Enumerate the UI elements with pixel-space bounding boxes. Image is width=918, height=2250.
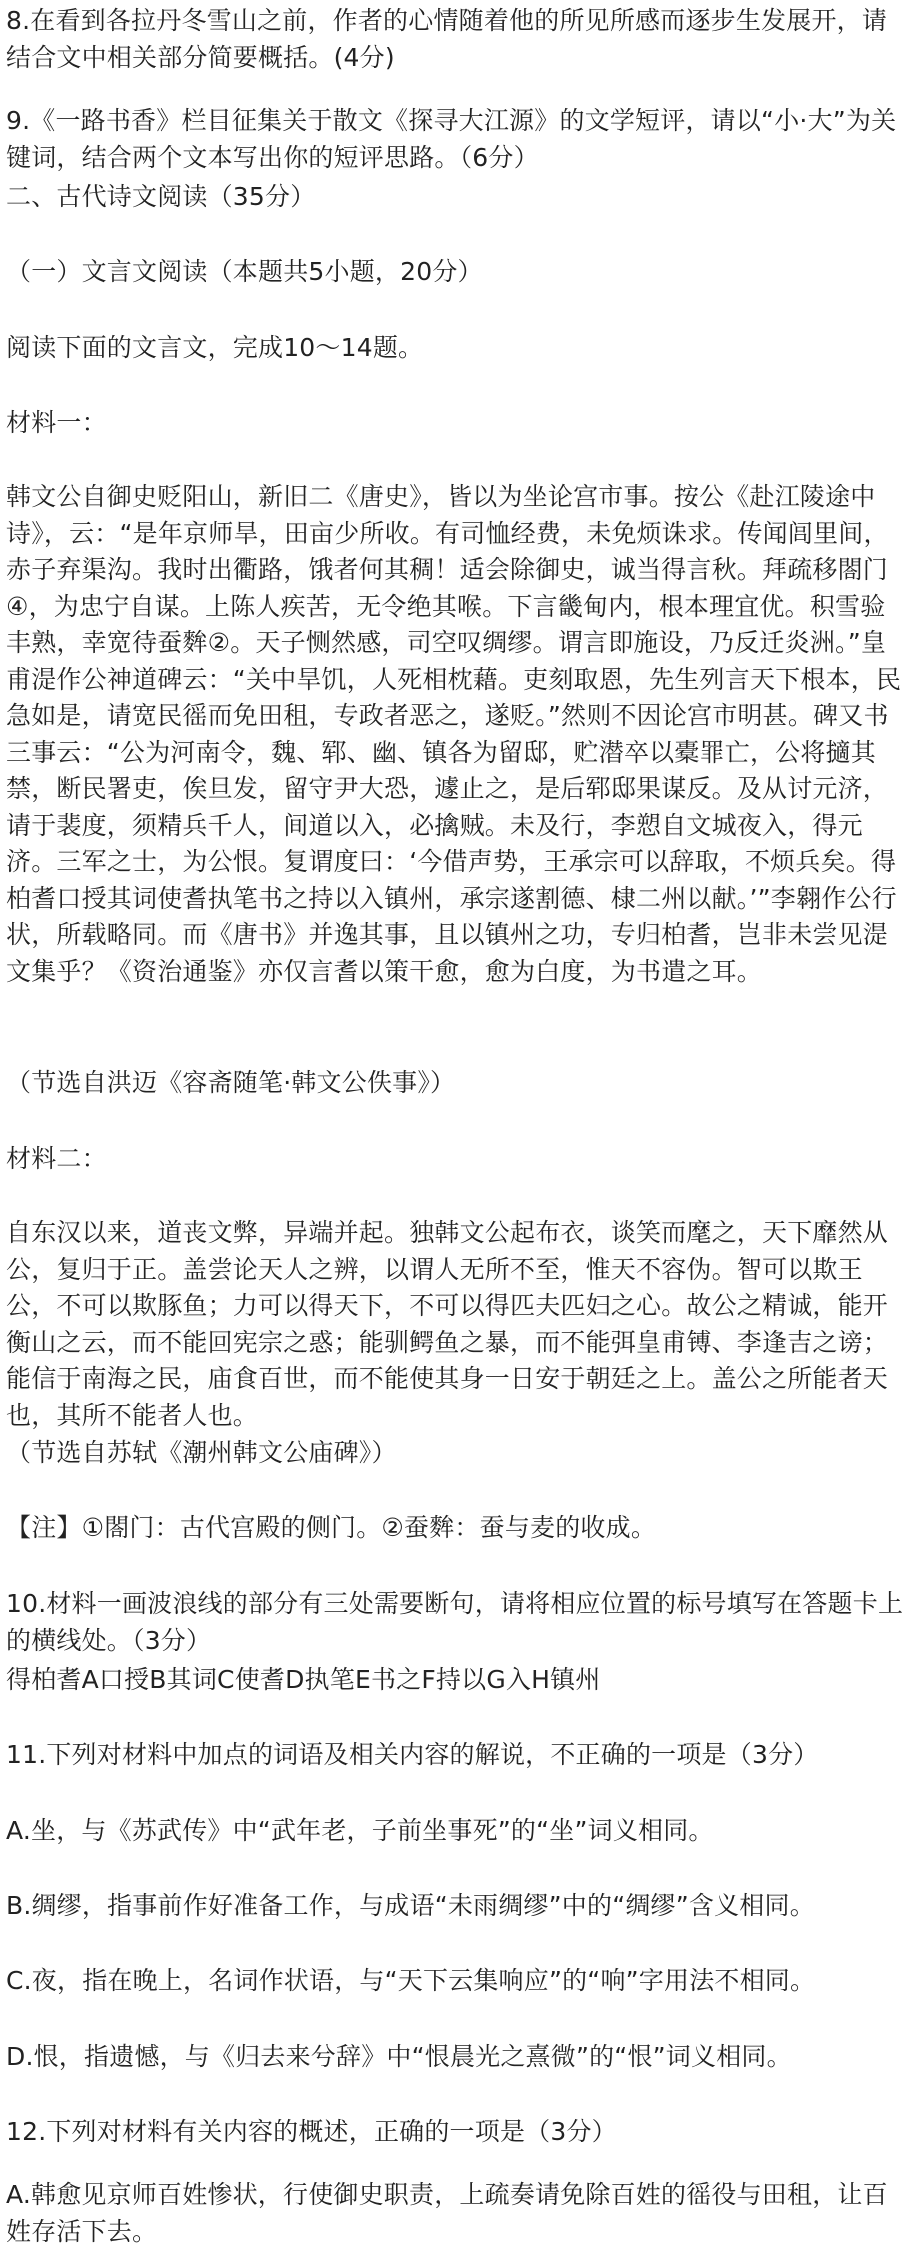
sub-section-heading: （一）文言文阅读（本题共5小题，20分） [6,257,483,286]
material-1-source: （节选自洪迈《容斋随笔·韩文公佚事》） [6,1068,456,1097]
question-11-option-c: C.夜，指在晚上，名词作状语，与“天下云集响应”的“响”字用法不相同。 [6,1966,816,1995]
question-10-sentence: 得柏耆A口授B其词C使耆D执笔E书之F持以G入H镇州 [6,1665,601,1694]
material-2-body: 自东汉以来，道丧文弊，异端并起。独韩文公起布衣，谈笑而麾之，天下靡然从公，复归于正。盖尝论天人之辨，以谓人无所不至，惟天不容伪。智可以欺王公，不可以欺豚鱼；力可以得天下，不可以得匹夫匹妇之心。故公之精诚，能开衡山之云，而不能回宪宗之惑；能驯鳄鱼之暴，而不能弭皇甫镈、李逢吉之谤；能信于南海之民，庙食百世，而不能使其身一日安于朝廷之上。盖公之所能者天也，其所不能者人也。 [6,1218,889,1430]
question-10: 10.材料一画波浪线的部分有三处需要断句，请将相应位置的标号填写在答题卡上的横线处。（3分） [6,1589,904,1655]
material-1-label: 材料一： [6,408,107,437]
question-11-option-b: B.绸缪，指事前作好准备工作，与成语“未雨绸缪”中的“绸缪”含义相同。 [6,1891,815,1920]
question-9: 9.《一路书香》栏目征集关于散文《探寻大江源》的文学短评，请以“小·大”为关键词，结合两个文本写出你的短评思路。（6分） [6,106,897,172]
material-1-body: 韩文公自御史贬阳山，新旧二《唐史》，皆以为坐论宫市事。按公《赴江陵途中诗》，云：“是年京师旱，田亩少所收。有司恤经费，未免烦诛求。传闻闾里间，赤子弃渠沟。我时出衢路，饿者何其稠！适会除御史，诚当得言秋。拜疏移閤门④，为忠宁自谋。上陈人疾苦，无令绝其喉。下言畿甸内，根本理宜优。积雪验丰熟，幸宽待蚕麰②。天子恻然感，司空叹绸缪。谓言即施设，乃反迁炎洲。”皇甫湜作公神道碑云：“关中旱饥，人死相枕藉。吏刻取恩，先生列言天下根本，民急如是，请宽民徭而免田租，专政者恶之，遂贬。”然则不因论宫市明甚。碑又书三事云：“公为河南令，魏、郓、幽、镇各为留邸，贮潜卒以橐罪亡，公将擿其禁，断民署吏，俟旦发，留守尹大恐，遽止之，是后郓邸果谋反。及从讨元济，请于裴度，须精兵千人，间道以入，必擒贼。未及行，李愬自文城夜入，得元济。三军之士，为公恨。复谓度曰：‘今借声势，王承宗可以辞取，不烦兵矣。得柏耆口授其词使耆执笔书之持以入镇州，承宗遂割德、棣二州以献。’”李翱作公行状，所载略同。而《唐书》并逸其事，且以镇州之功，专归柏耆，岂非未尝见湜文集乎？《资治通鉴》亦仅言耆以策干愈，愈为白度，为书遣之耳。 [6,482,902,986]
footnote: 【注】①閤门：古代宫殿的侧门。②蚕麰：蚕与麦的收成。 [6,1513,657,1542]
question-11-option-a: A.坐，与《苏武传》中“武年老，子前坐事死”的“坐”词义相同。 [6,1816,714,1845]
reading-instruction: 阅读下面的文言文，完成10～14题。 [6,333,424,362]
material-2-label: 材料二： [6,1144,107,1173]
material-2-source: （节选自苏轼《潮州韩文公庙碑》） [6,1438,397,1467]
question-12-option-a: A.韩愈见京师百姓惨状，行使御史职责，上疏奏请免除百姓的徭役与田租，让百姓存活下去。 [6,2180,888,2246]
question-12: 12.下列对材料有关内容的概述，正确的一项是（3分） [6,2117,617,2146]
question-11: 11.下列对材料中加点的词语及相关内容的解说，不正确的一项是（3分） [6,1740,819,1769]
section-heading: 二、古代诗文阅读（35分） [6,182,316,211]
question-8: 8.在看到各拉丹冬雪山之前，作者的心情随着他的所见所感而逐步生发展开，请结合文中相关部分简要概括。(4分) [6,6,888,72]
question-11-option-d: D.恨，指遗憾，与《归去来兮辞》中“恨晨光之熹微”的“恨”词义相同。 [6,2042,792,2071]
